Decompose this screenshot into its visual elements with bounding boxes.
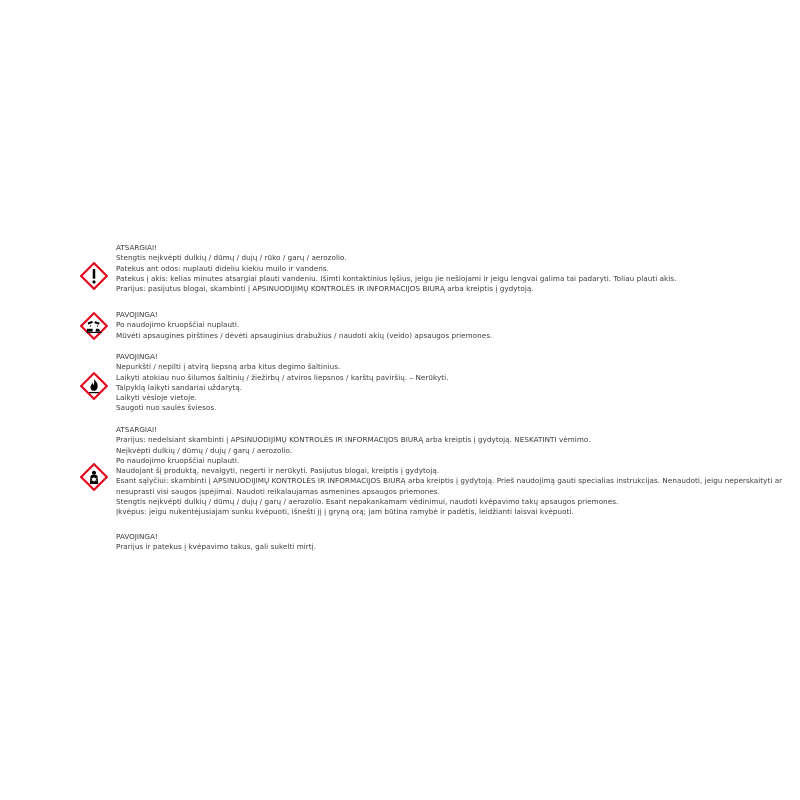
statement-line: nesuprasti visi saugos įspėjimai. Naudoti reikalaujamas asmenines apsaugos priemones. bbox=[116, 486, 440, 496]
statement-line: Nepurkšti / nepilti į atvirą liepsną arba kitus degimo šaltinius. bbox=[116, 362, 341, 372]
statement-line: Patekus ant odos: nuplauti dideliu kiekiu muilo ir vandens. bbox=[116, 263, 329, 273]
statement-line: Saugoti nuo saulės šviesos. bbox=[116, 403, 217, 413]
flame-icon bbox=[80, 372, 108, 400]
section-heading: PAVOJINGA! bbox=[116, 532, 158, 541]
section-heading: PAVOJINGA! bbox=[116, 310, 158, 319]
exclamation-mark-icon bbox=[80, 262, 108, 290]
hazard-section-2 bbox=[116, 310, 796, 341]
statement-line: Prarijus: pasijutus blogai, skambinti į APSINUODIJIMŲ KONTROLĖS IR INFORMACIJOS BIURĄ arba kreiptis į gydytoją. bbox=[116, 284, 534, 294]
statement-line: Patekus į akis: kelias minutes atsargiai plauti vandeniu. Išimti kontaktinius lęšius, jeigu jie nešiojami ir jeigu lengvai galima tai padaryti. Toliau plauti akis. bbox=[116, 273, 677, 283]
statement-line: Po naudojimo kruopščiai nuplauti. bbox=[116, 320, 240, 330]
statement-line: Įkvėpus: jeigu nukentėjusiajam sunku kvėpuoti, išnešti jį į gryną orą; jam būtina ramybė ir padėtis, leidžianti laisvai kvėpuoti. bbox=[116, 507, 574, 517]
statement-line: Mūvėti apsaugines pirštines / dėvėti apsauginius drabužius / naudoti akių (veido) apsaugos priemones. bbox=[116, 330, 493, 340]
hazard-section-3 bbox=[116, 352, 796, 414]
statement-line: Laikyti atokiau nuo šilumos šaltinių / žiežirbų / atviros liepsnos / karštų paviršių. – Nerūkyti. bbox=[116, 372, 449, 382]
section-heading: PAVOJINGA! bbox=[116, 352, 158, 361]
section-heading: ATSARGIAI! bbox=[116, 425, 157, 434]
statement-line: Stengtis neįkvėpti dulkių / dūmų / dujų / rūko / garų / aerozolio. bbox=[116, 253, 347, 263]
statement-line: Prarijus: nedelsiant skambinti į APSINUODIJIMŲ KONTROLĖS IR INFORMACIJOS BIURĄ arba kreiptis į gydytoją. NESKATINTI vėmimo. bbox=[116, 435, 591, 445]
statement-line: Esant sąlyčiui: skambinti į APSINUODIJIMŲ KONTROLĖS IR INFORMACIJOS BIURĄ arba kreiptis į gydytoją. Prieš naudojimą gauti specialias instrukcijas. Nenaudoti, jeigu neperskaityti ar bbox=[116, 476, 783, 486]
statement-line: Po naudojimo kruopščiai nuplauti. bbox=[116, 455, 240, 465]
hazard-section-1 bbox=[116, 243, 796, 294]
statement-line: Laikyti vėsioje vietoje. bbox=[116, 393, 197, 403]
section-heading: ATSARGIAI! bbox=[116, 243, 157, 252]
statement-line: Neįkvėpti dulkių / dūmų / dujų / garų / aerozolio. bbox=[116, 445, 293, 455]
hazard-section-4 bbox=[116, 425, 796, 518]
statement-line: Prarijus ir patekus į kvėpavimo takus, gali sukelti mirtį. bbox=[116, 542, 317, 552]
hazard-section-5 bbox=[116, 532, 796, 553]
health-hazard-icon bbox=[80, 463, 108, 491]
corrosion-icon bbox=[80, 312, 108, 340]
statement-line: Stengtis neįkvėpti dulkių / dūmų / dujų / garų / aerozolio. Esant nepakankamam vėdinimui, naudoti kvėpavimo takų apsaugos priemones. bbox=[116, 497, 619, 507]
statement-line: Talpyklą laikyti sandariai uždarytą. bbox=[116, 382, 243, 392]
statement-line: Naudojant šį produktą, nevalgyti, negerti ir nerūkyti. Pasijutus blogai, kreiptis į gydytoją. bbox=[116, 466, 440, 476]
